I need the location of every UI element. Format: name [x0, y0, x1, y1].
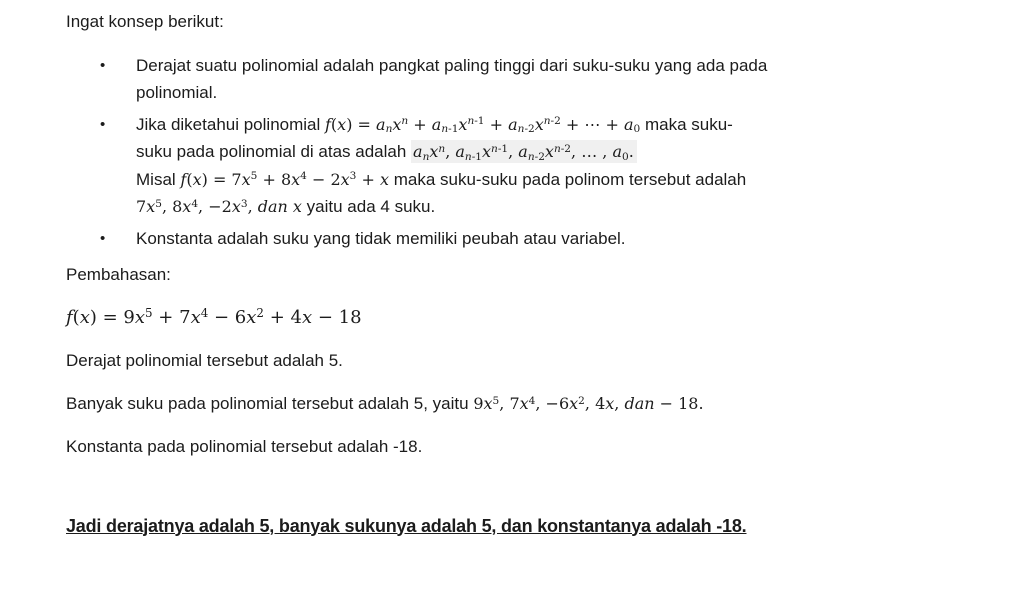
- concept-line: [136, 111, 986, 139]
- intro-text: Ingat konsep berikut:: [66, 12, 224, 31]
- concept-body: [136, 225, 986, 253]
- concept-item-terms: [100, 111, 986, 221]
- concept-item-degree: [100, 52, 986, 107]
- text-run: polinomial.: [136, 83, 218, 102]
- concept-line: [136, 166, 986, 194]
- math-run: $9x^5$, $7x^4$, $-6x^2$, 4x, dan − 18.: [473, 394, 704, 413]
- concept-item-constant: [100, 225, 986, 253]
- concept-line: [136, 225, 986, 253]
- math-run: $f(x) = a_nx^n + a_{n-1}x^{n-1} + a_{n-2}x^{n-2}$ + ⋯ + $a_0$: [325, 114, 641, 136]
- conclusion-text: Jadi derajatnya adalah 5, banyak sukunya adalah 5, dan konstantanya adalah -18.: [66, 515, 747, 536]
- text-run: Konstanta pada polinomial tersebut adalah -18.: [66, 437, 423, 456]
- concept-line: [136, 193, 986, 221]
- bullet-icon: •: [100, 229, 106, 247]
- polynomial-equation: [66, 304, 986, 332]
- text-run: Konstanta adalah suku yang tidak memiliki peubah atau variabel.: [136, 228, 626, 248]
- text-run: maka suku-: [640, 114, 733, 134]
- statement-constant: [66, 433, 986, 461]
- statement-degree: [66, 347, 986, 375]
- text-run: suku pada polinomial di atas adalah: [136, 142, 412, 161]
- concept-line: [136, 79, 986, 107]
- bullet-icon: •: [100, 56, 106, 74]
- text-run: Misal: [136, 169, 181, 189]
- math-run: $7x^5$, $8x^4$, $-2x^3$, dan x: [136, 197, 302, 216]
- text-run: Derajat suatu polinomial adalah pangkat paling tinggi dari suku-suku yang ada pada: [136, 55, 768, 75]
- text-run: Jika diketahui polinomial: [136, 114, 325, 134]
- statement-terms: [66, 390, 986, 418]
- text-run: yaitu ada 4 suku.: [301, 197, 436, 216]
- text-run: Banyak suku pada polinomial tersebut adalah 5, yaitu: [66, 394, 474, 413]
- text-run: maka suku-suku pada polinom tersebut adalah: [389, 169, 747, 189]
- highlighted-math-run: $a_nx^n$, $a_{n-1}x^{n-1}$, $a_{n-2}x^{n-2}$, … , $a_0$.: [411, 140, 637, 163]
- bullet-icon: •: [100, 115, 106, 133]
- math-run: $f(x) = 9x^5 + 7x^4 - 6x^2 + 4x - 18$: [66, 306, 362, 328]
- math-run: $f(x) = 7x^5 + 8x^4 - 2x^3 + x$: [180, 169, 389, 189]
- concept-line: [136, 52, 986, 80]
- concept-list: [66, 52, 986, 253]
- concept-line-highlighted: [136, 138, 986, 166]
- pembahasan-heading: Pembahasan:: [66, 265, 171, 284]
- concept-body: [136, 52, 986, 107]
- concept-body: [136, 111, 986, 221]
- text-run: Derajat polinomial tersebut adalah 5.: [66, 351, 343, 370]
